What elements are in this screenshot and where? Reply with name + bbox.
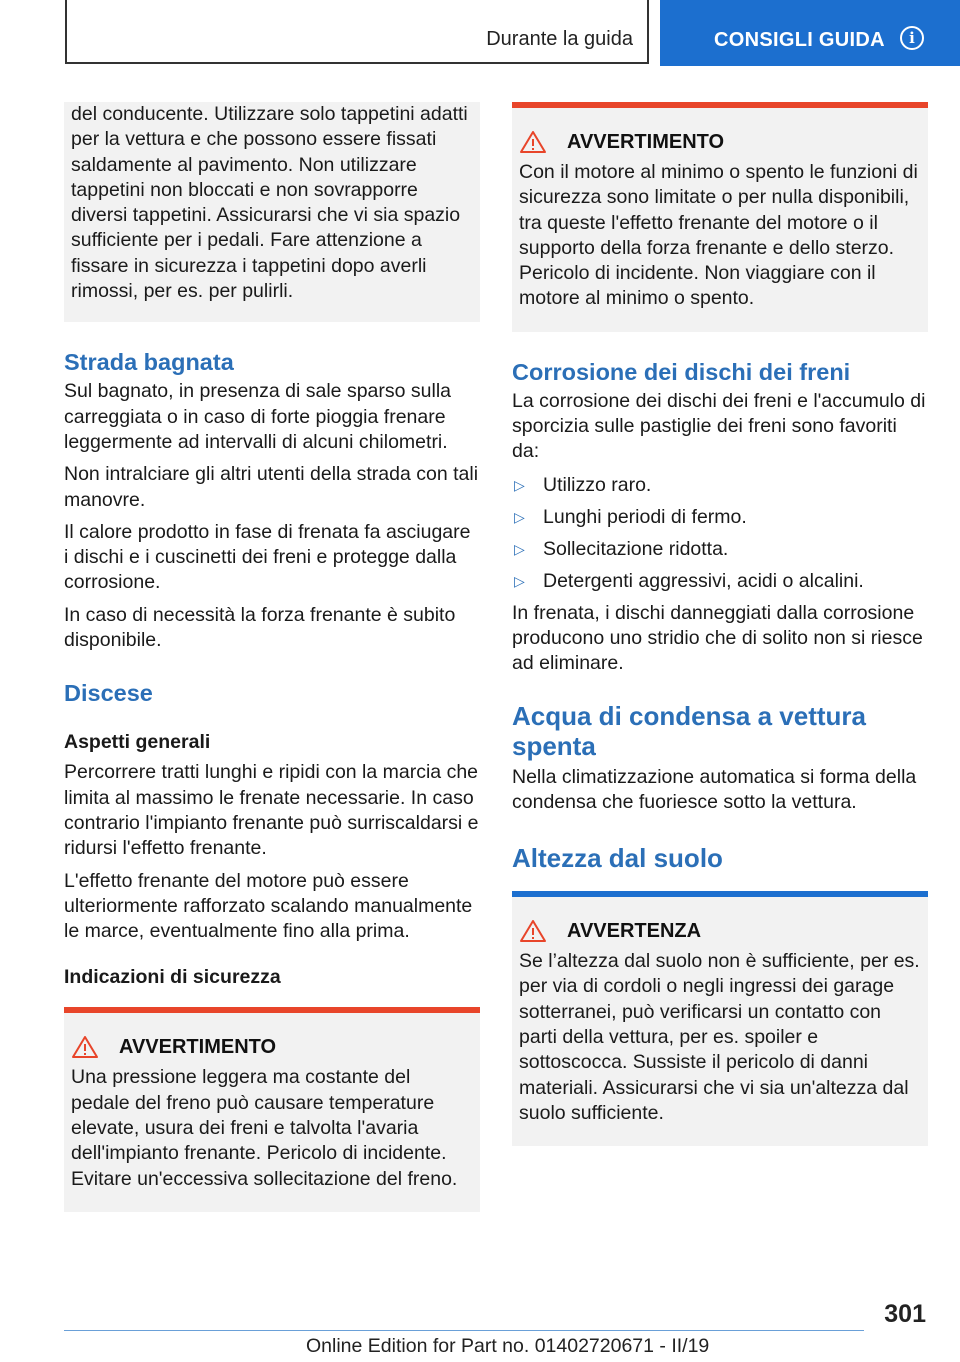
warning-triangle-icon <box>519 919 547 943</box>
condensation-text: Nella climatizzazione automatica si forma della condensa che fuoriesce sotto la vettura. <box>512 765 917 813</box>
warning-title-text: AVVERTIMENTO <box>567 130 725 153</box>
heading-ground-clearance: Altezza dal suolo <box>512 843 723 874</box>
page-number: 301 <box>884 1300 926 1328</box>
info-icon[interactable]: i <box>900 26 924 50</box>
wet-road-p1: Sul bagnato, in presenza di sale sparso sulla carreggiata o in caso di forte pioggia frenare leggermente ad intervalli di alcuni chilometri. <box>64 380 451 453</box>
right-column <box>512 102 928 1146</box>
heading-condensation: Acqua di condensa a vettura spenta <box>512 700 866 761</box>
corrosion-list <box>512 473 928 594</box>
wet-road-p2: Non intralciare gli altri utenti della strada con tali manovre. <box>64 463 479 511</box>
list-item: ▷ Sollecitazione ridotta. <box>514 537 729 560</box>
heading-corrosion: Corrosione dei dischi dei freni <box>512 358 851 385</box>
left-column <box>64 102 480 1212</box>
chapter-title: Durante la guida <box>486 28 633 50</box>
warning-triangle-icon <box>519 130 547 154</box>
caution-title-text: AVVERTENZA <box>567 919 702 942</box>
bullet-triangle-icon: ▷ <box>514 540 525 557</box>
subheading-safety: Indicazioni di sicurezza <box>64 966 281 989</box>
descents-p1: Percorrere tratti lunghi e ripidi con la marcia che limita al massimo le frenate necessarie. In caso contrario l'impianto frenante può surriscaldarsi e ridursi l'effetto frenante. <box>64 761 479 860</box>
bullet-triangle-icon: ▷ <box>514 508 525 525</box>
warning-text: Una pressione leggera ma costante del pedale del freno può causare temperature elevate, usura dei freni e talvolta l'avaria dell'impianto frenante. Pericolo di incidente. Evitare un'eccessiva sollecitazione del freno. <box>71 1066 458 1190</box>
warning-box-brake <box>64 1007 480 1211</box>
descents-p2: L'effetto frenante del motore può essere ulteriormente rafforzato scalando manualmente le marce, eventualmente fino alla prima. <box>64 869 473 943</box>
warning-text: Con il motore al minimo o spento le funzioni di sicurezza sono limitate o per nulla disponibili, tra queste l'effetto frenante del motore o il supporto della forza frenante e dello sterzo. Pericolo di incidente. Non viaggiare con il motore al minimo o spento. <box>519 161 918 310</box>
wet-road-p4: In caso di necessità la forza frenante è subito disponibile. <box>64 603 456 652</box>
warning-title <box>71 1035 473 1059</box>
heading-descents: Discese <box>64 680 153 707</box>
caution-box <box>512 891 928 1146</box>
list-item: ▷ Lunghi periodi di fermo. <box>514 505 747 528</box>
corrosion-outro: In frenata, i dischi danneggiati dalla corrosione producono uno stridio che di solito non si riesce ad eliminare. <box>512 601 923 675</box>
corrosion-intro: La corrosione dei dischi dei freni e l'accumulo di sporcizia sulle pastiglie dei freni sono favoriti da: <box>512 389 926 463</box>
heading-wet-road: Strada bagnata <box>64 349 234 376</box>
warning-title <box>519 130 921 154</box>
footer-divider <box>64 1330 864 1331</box>
wet-road-p3: Il calore prodotto in fase di frenata fa asciugare i dischi e i cuscinetti dei freni e protegge dalla corrosione. <box>64 520 471 594</box>
warning-box-engine <box>512 102 928 332</box>
warning-triangle-icon <box>71 1035 99 1059</box>
caution-text: Se l’altezza dal suolo non è sufficiente, per es. per via di cordoli o negli ingressi dei garage sotterranei, può verificarsi un contatto con parti della vettura, per es. spoiler e sottoscocca. Sussiste il pericolo di danni materiali. Assicurarsi che vi sia un'altezza dal suolo sufficiente. <box>519 950 920 1124</box>
bullet-triangle-icon: ▷ <box>514 572 525 589</box>
warning-title-text: AVVERTIMENTO <box>119 1035 277 1058</box>
caution-title <box>519 919 921 943</box>
subheading-general: Aspetti generali <box>64 731 211 754</box>
continued-note-text: del conducente. Utilizzare solo tappetini adatti per la vettura e che possono essere fissati saldamente al pavimento. Non utilizzare tappetini non bloccati e non sovrapporre diversi tappetini. Assicurarsi che vi sia spazio sufficiente per i pedali. Fare attenzione a fissare in sicurezza i tappetini dopo averli rimossi, per es. per pulirli. <box>71 103 468 303</box>
chapter-header <box>65 0 649 64</box>
list-item: ▷ Detergenti aggressivi, acidi o alcalini. <box>514 569 864 592</box>
continued-note-box <box>64 102 480 322</box>
bullet-triangle-icon: ▷ <box>514 476 525 493</box>
edition-footer: Online Edition for Part no. 01402720671 - II/19 <box>306 1335 710 1357</box>
section-tab[interactable] <box>660 0 960 66</box>
list-item: ▷ Utilizzo raro. <box>514 473 652 496</box>
section-tab-label: CONSIGLI GUIDA <box>714 29 885 51</box>
